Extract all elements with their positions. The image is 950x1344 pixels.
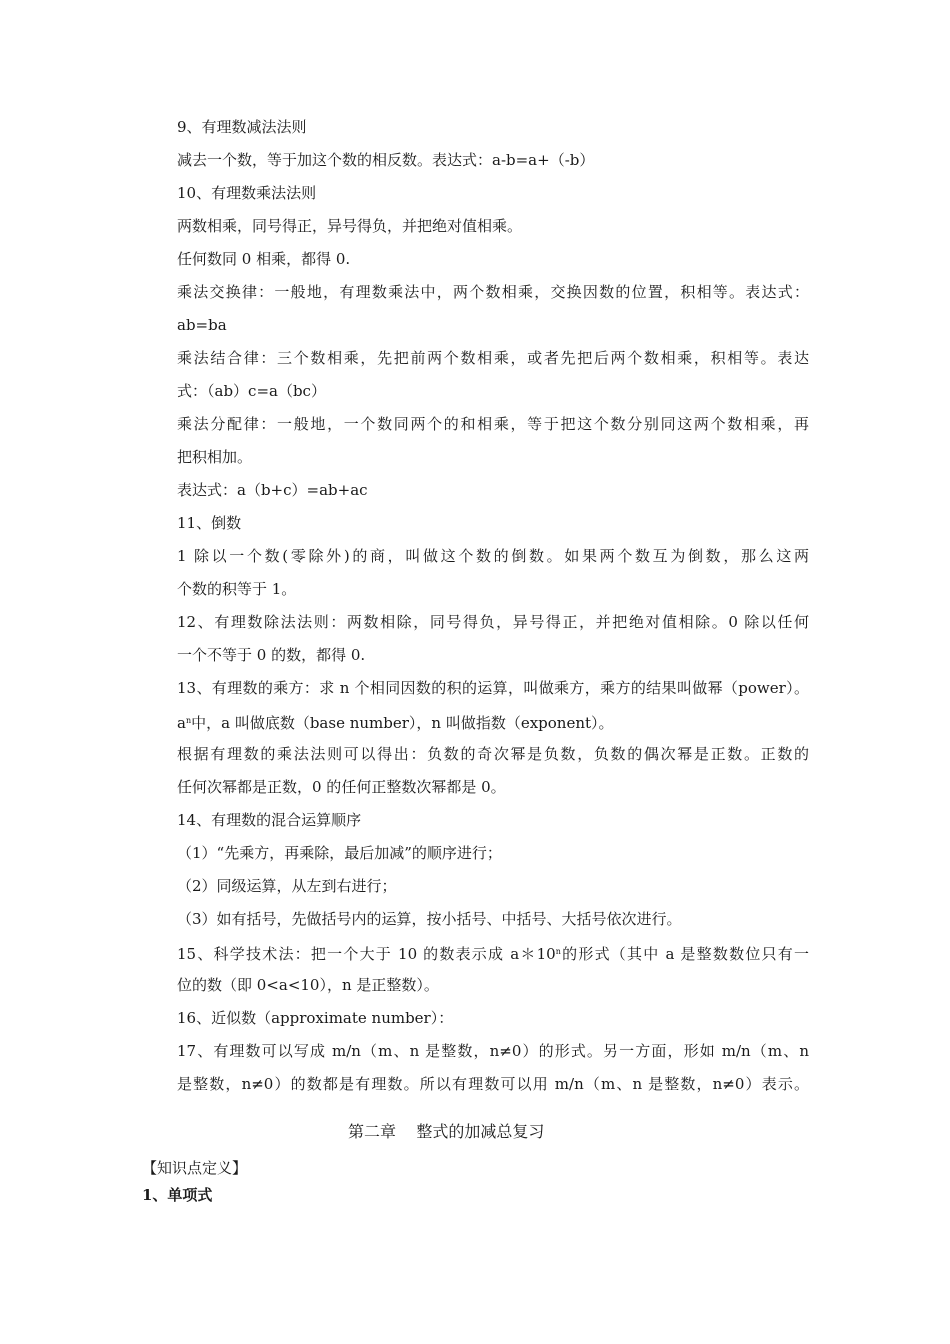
text-order-2: （2）同级运算，从左到右进行； — [177, 877, 397, 895]
section-monomial-heading: 1、单项式 — [142, 1186, 213, 1204]
text-associative-expression: 式：（ab）c=a（bc） — [177, 382, 326, 400]
text-subtraction-rule: 减去一个数，等于加这个数的相反数。表达式：a-b=a+（-b） — [177, 151, 595, 169]
heading-multiplication-rule: 10、有理数乘法法则 — [177, 184, 317, 202]
text-multiply-zero: 任何数同 0 相乘，都得 0. — [177, 250, 351, 268]
text-associative-law: 乘法结合律：三个数相乘，先把前两个数相乘，或者先把后两个数相乘，积相等。表达 — [177, 349, 809, 367]
power-exponent: n — [185, 716, 192, 725]
text-power-terms — [177, 711, 809, 733]
text-division-zero: 一个不等于 0 的数，都得 0. — [177, 646, 366, 664]
text-power-positive: 任何次幂都是正数，0 的任何正整数次幂都是 0。 — [177, 778, 506, 796]
text-order-1: （1）“先乘方，再乘除，最后加减”的顺序进行； — [177, 844, 502, 862]
sci-rest: 的形式（其中 a 是整数数位只有一 — [560, 945, 809, 963]
text-power-def: 13、有理数的乘方：求 n 个相同因数的积的运算，叫做乘方，乘方的结果叫做幂（power）。 — [177, 679, 809, 697]
text-rational-cont: 是整数，n≠0）的数都是有理数。所以有理数可以用 m/n（m、n 是整数，n≠0）表示。 — [177, 1075, 809, 1093]
power-base: a — [177, 714, 186, 732]
sci-pre: 15、科学技术法：把一个大于 10 的数表示成 a＊10 — [177, 945, 556, 963]
knowledge-points-label: 【知识点定义】 — [142, 1159, 248, 1177]
text-commutative-expression: ab=ba — [177, 316, 227, 334]
text-reciprocal-product: 个数的积等于 1。 — [177, 580, 297, 598]
text-order-3: （3）如有括号，先做括号内的运算，按小括号、中括号、大括号依次进行。 — [177, 910, 682, 928]
text-rational-def: 17、有理数可以写成 m/n（m、n 是整数，n≠0）的形式。另一方面，形如 m/n（m、n — [177, 1042, 809, 1060]
text-distributive-law: 乘法分配律：一般地，一个数同两个的和相乘，等于把这个数分别同这两个数相乘，再 — [177, 415, 809, 433]
heading-approximate-number: 16、近似数（approximate number）： — [177, 1009, 454, 1027]
text-multiplication-sign: 两数相乘，同号得正，异号得负，并把绝对值相乘。 — [177, 217, 523, 235]
sci-exponent: n — [555, 947, 561, 956]
heading-operation-order: 14、有理数的混合运算顺序 — [177, 811, 362, 829]
heading-reciprocal: 11、倒数 — [177, 514, 242, 532]
text-power-sign-rule: 根据有理数的乘法法则可以得出：负数的奇次幂是负数，负数的偶次幂是正数。正数的 — [177, 745, 809, 763]
text-commutative-law: 乘法交换律：一般地，有理数乘法中，两个数相乘，交换因数的位置，积相等。表达式： — [177, 283, 809, 301]
text-scientific-notation — [177, 942, 809, 964]
text-division-rule: 12、有理数除法法则：两数相除，同号得负，异号得正，并把绝对值相除。0 除以任何 — [177, 613, 809, 631]
text-distributive-expression: 表达式：a（b+c）=ab+ac — [177, 481, 368, 499]
text-scientific-cont: 位的数（即 0<a<10），n 是正整数）。 — [177, 976, 439, 994]
chapter-title: 第二章 整式的加减总复习 — [348, 1122, 545, 1141]
text-distributive-cont: 把积相加。 — [177, 448, 253, 466]
power-terms-rest: 中，a 叫做底数（base number），n 叫做指数（exponent）。 — [191, 714, 614, 732]
heading-subtraction-rule: 9、有理数减法法则 — [177, 118, 307, 136]
text-reciprocal-def: 1 除以一个数(零除外)的商，叫做这个数的倒数。如果两个数互为倒数，那么这两 — [177, 547, 809, 565]
